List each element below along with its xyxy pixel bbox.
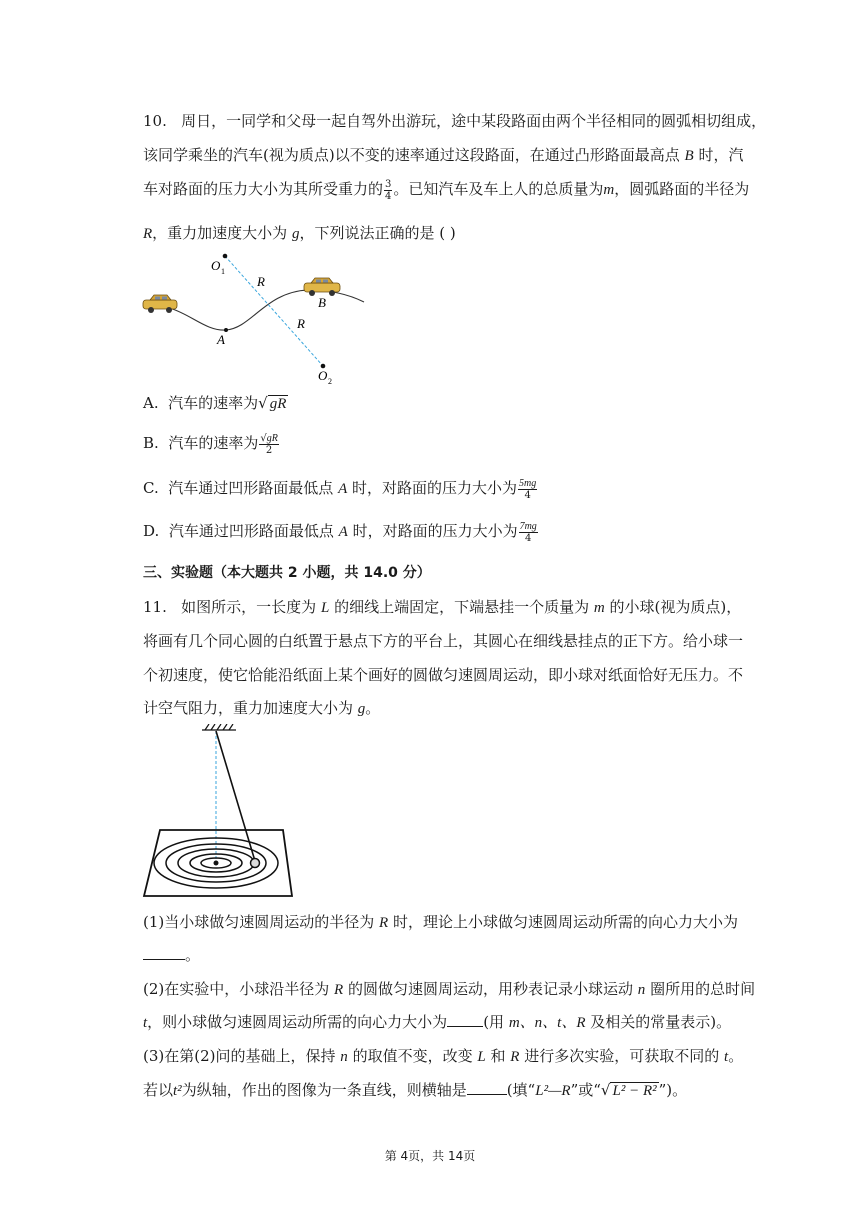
q11-line-4 [143, 697, 380, 720]
option-b-text: 汽车的速率为 [168, 434, 259, 452]
sqrt-radicand: gR [266, 432, 278, 444]
label-o1-sub: 1 [221, 267, 225, 276]
var-r: R [334, 982, 344, 998]
sqrt-l2-minus-r2: √ L² − R² [600, 1081, 657, 1099]
var-t-squared: t² [173, 1083, 182, 1099]
answer-blank-1[interactable] [143, 945, 185, 960]
label-r-bottom: R [297, 316, 305, 331]
q11-part-3-cont [143, 1079, 687, 1102]
option-c-text-1: 汽车通过凹形路面最低点 [168, 479, 334, 497]
pendulum-figure [140, 724, 300, 904]
var-r: R [143, 226, 153, 242]
q11-text-4a: 计空气阻力，重力加速度大小为 [143, 699, 354, 717]
q11-p4-text-e: ”)。 [658, 1081, 688, 1099]
sqrt-radicand: L² − R² [612, 1083, 657, 1099]
option-a-label: A. [143, 394, 159, 412]
q11-line-2: 将画有几个同心圆的白纸置于悬点下方的平台上，其圆心在细线悬挂点的正下方。给小球一 [143, 632, 744, 650]
option-b [143, 432, 280, 456]
sqrt-radicand: gR [269, 396, 287, 412]
q11-number: 11. [143, 598, 167, 616]
frac-den: 2 [265, 444, 273, 456]
q11-p2-text-f: 及相关的常量表示)。 [590, 1013, 732, 1031]
frac-num: 5mg [519, 477, 537, 489]
var-g: g [357, 701, 366, 717]
road-arc-figure [140, 250, 370, 390]
frac-den: 4 [524, 489, 531, 501]
label-o2-sub: 2 [328, 377, 332, 386]
option-c [143, 477, 538, 501]
frac-den: 4 [525, 532, 532, 544]
q10-text-3c: ，圆弧路面的半径为 [614, 180, 750, 198]
var-r: R [510, 1049, 520, 1065]
q10-text-4b: ，下列说法正确的是 ( ) [299, 224, 456, 242]
var-l: L [320, 600, 330, 616]
var-l: L [477, 1049, 486, 1065]
sqrt-gr: √ gR [258, 394, 287, 412]
fraction-sqrt-gr-over-2: $\frac{√gR}{2}$ [260, 432, 278, 456]
vars-mntr: m、n、t、R [508, 1015, 586, 1031]
car-right-icon [304, 278, 340, 296]
q10-line-4 [143, 222, 456, 245]
q11-p2-text-b: 的圆做匀速圆周运动，用秒表记录小球运动 [347, 980, 633, 998]
q11-line-3: 个初速度，使它恰能沿纸面上某个画好的圆做匀速圆周运动，即小球对纸面恰好无压力。不 [143, 666, 744, 684]
var-a: A [338, 481, 348, 497]
q10-text-2: 该同学乘坐的汽车(视为质点)以不变的速率通过这段路面，在通过凸形路面最高点 [143, 146, 680, 164]
option-d-label: D. [143, 522, 160, 540]
label-o1: O [211, 258, 221, 273]
page-footer: 第 4页，共 14页 [384, 1149, 476, 1163]
fraction-7mg-4 [519, 521, 538, 544]
q11-p2-text-d: ，则小球做匀速圆周运动所需的向心力大小为 [147, 1013, 448, 1031]
car-left-icon [143, 295, 177, 313]
var-r: R [379, 915, 389, 931]
radius-dashed-line [225, 256, 323, 366]
q11-p2-text-e: (用 [483, 1013, 505, 1031]
frac-num: 7mg [519, 520, 537, 532]
road-curve [148, 290, 364, 330]
q10-text-3a: 车对路面的压力大小为其所受重力的 [143, 180, 384, 198]
q11-p4-text-d: ”或“ [570, 1081, 601, 1099]
q10-line-3 [143, 178, 749, 202]
q11-p3-text-a: (3)在第(2)问的基础上，保持 [143, 1047, 336, 1065]
q11-p4-text-b: 为纵轴，作出的图像为一条直线，则横轴是 [181, 1081, 467, 1099]
q10-number: 10. [143, 112, 167, 130]
q10-text-3b: 。已知汽车及车上人的总质量为 [393, 180, 604, 198]
section-heading: 三、实验题（本大题共 2 小题，共 14.0 分） [143, 565, 431, 581]
fraction-three-quarters [384, 179, 392, 202]
option-l2-minus-r: L²—R [535, 1083, 571, 1099]
circle-center-dot [214, 861, 219, 866]
var-a: A [338, 524, 348, 540]
option-d-text-2: 时，对路面的压力大小为 [352, 522, 518, 540]
answer-blank-2[interactable] [447, 1012, 483, 1027]
option-d-text-1: 汽车通过凹形路面最低点 [168, 522, 334, 540]
q11-part-2-cont [143, 1011, 731, 1034]
label-b: B [318, 295, 326, 310]
pendulum-ball [251, 859, 260, 868]
frac-num: 3 [385, 178, 392, 190]
q11-p3-text-d: 进行多次实验，可获取不同的 [524, 1047, 720, 1065]
q10-text-1: 周日，一同学和父母一起自驾外出游玩，途中某段路面由两个半径相同的圆弧相切组成， [181, 112, 767, 130]
var-m: m [603, 182, 615, 198]
q10-text-2-end: 时，汽 [698, 146, 744, 164]
q11-p4-text-a: 若以 [143, 1081, 174, 1099]
ceiling-hatch-icon [202, 724, 236, 730]
q11-p2-text-c: 圈所用的总时间 [650, 980, 756, 998]
q11-text-1c: 的小球(视为质点)， [609, 598, 742, 616]
option-c-label: C. [143, 479, 159, 497]
q11-p2-text-a: (2)在实验中，小球沿半径为 [143, 980, 330, 998]
q10-line-1 [143, 110, 766, 132]
var-b: B [684, 148, 694, 164]
frac-den: 4 [385, 190, 392, 202]
q11-p3-text-c: 和 [490, 1047, 506, 1065]
var-t: t [724, 1049, 729, 1065]
q11-p4-text-c: (填“ [506, 1081, 536, 1099]
q11-part-3 [143, 1045, 743, 1068]
center-o1-dot [223, 254, 228, 259]
q11-text-1b: 的细线上端固定，下端悬挂一个质量为 [334, 598, 590, 616]
option-c-text-2: 时，对路面的压力大小为 [352, 479, 518, 497]
option-a [143, 392, 288, 415]
q10-line-2 [143, 144, 743, 167]
q11-p1-end: 。 [185, 946, 201, 964]
var-g: g [291, 226, 300, 242]
q10-text-4a: ，重力加速度大小为 [152, 224, 288, 242]
var-n: n [340, 1049, 348, 1065]
option-b-label: B. [143, 434, 159, 452]
label-a: A [217, 332, 225, 347]
fraction-5mg-4 [518, 478, 537, 501]
q11-text-1a: 如图所示，一长度为 [181, 598, 317, 616]
q11-part-2 [143, 978, 755, 1001]
q11-p1-text-b: 时，理论上小球做匀速圆周运动所需的向心力大小为 [392, 913, 738, 931]
q11-text-4b: 。 [365, 699, 381, 717]
q11-part-1-cont [143, 944, 200, 966]
q11-p1-text-a: (1)当小球做匀速圆周运动的半径为 [143, 913, 375, 931]
label-o2: O [318, 368, 328, 383]
q11-line-1 [143, 596, 741, 619]
var-m: m [593, 600, 605, 616]
var-t: t [143, 1015, 148, 1031]
answer-blank-3[interactable] [467, 1080, 507, 1095]
q11-part-1 [143, 911, 738, 934]
label-r-top: R [257, 274, 265, 289]
q11-p3-text-b: 的取值不变，改变 [352, 1047, 473, 1065]
var-n: n [637, 982, 646, 998]
option-d [143, 520, 539, 544]
option-a-text: 汽车的速率为 [168, 394, 259, 412]
q11-p3-text-e: 。 [728, 1047, 744, 1065]
